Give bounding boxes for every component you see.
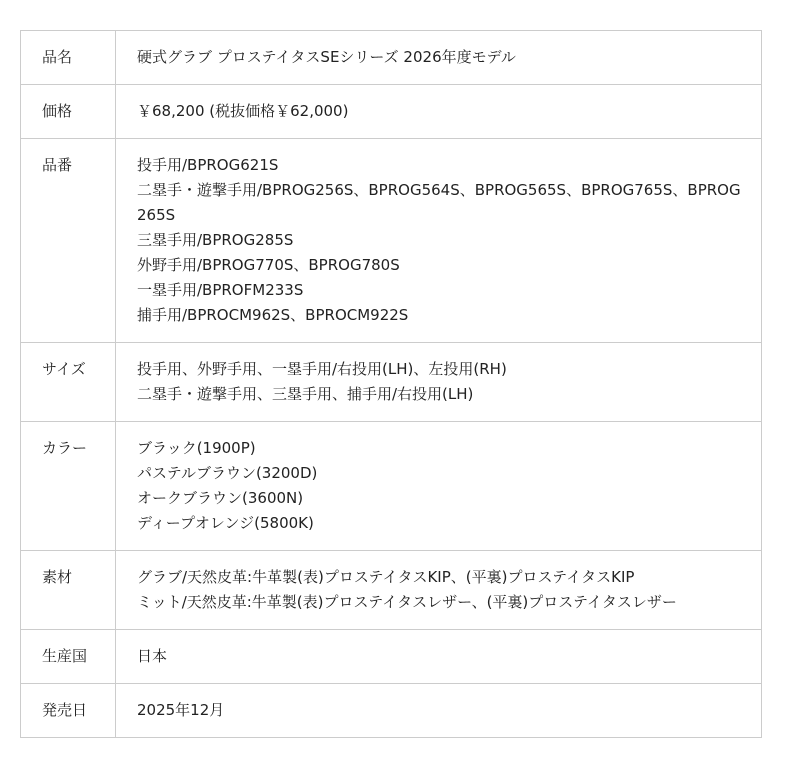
spec-value-line: 硬式グラブ プロステイタスSEシリーズ 2026年度モデル: [137, 48, 516, 66]
spec-value-line: 三塁手用/BPROG285S: [137, 231, 294, 249]
spec-label: 発売日: [21, 684, 116, 738]
spec-value-line: ディープオレンジ(5800K): [137, 514, 314, 532]
spec-value-line: オークブラウン(3600N): [137, 489, 304, 507]
spec-row-country-of-origin: [21, 630, 762, 684]
spec-value: [116, 684, 762, 738]
spec-value: [116, 422, 762, 551]
spec-value-line: ブラック(1900P): [137, 439, 256, 457]
product-spec-table: [20, 30, 762, 738]
spec-value-line: 捕手用/BPROCM962S、BPROCM922S: [137, 306, 409, 324]
spec-value: [116, 139, 762, 343]
spec-value-line: ￥68,200 (税抜価格￥62,000): [137, 102, 349, 120]
spec-value: [116, 31, 762, 85]
spec-label: カラー: [21, 422, 116, 551]
spec-row-item-number: [21, 139, 762, 343]
spec-row-material: [21, 551, 762, 630]
spec-label: サイズ: [21, 343, 116, 422]
spec-value-line: 二塁手・遊撃手用、三塁手用、捕手用/右投用(LH): [137, 385, 474, 403]
spec-row-release-date: [21, 684, 762, 738]
spec-row-product-name: [21, 31, 762, 85]
spec-value-line: 投手用、外野手用、一塁手用/右投用(LH)、左投用(RH): [137, 360, 507, 378]
spec-value: [116, 630, 762, 684]
spec-value: [116, 343, 762, 422]
spec-row-color: [21, 422, 762, 551]
spec-value-line: パステルブラウン(3200D): [137, 464, 318, 482]
spec-value-line: 投手用/BPROG621S: [137, 156, 279, 174]
spec-value-line: 二塁手・遊撃手用/BPROG256S、BPROG564S、BPROG565S、BPROG765S、BPROG265S: [137, 181, 741, 224]
spec-value-line: グラブ/天然皮革:牛革製(表)プロステイタスKIP、(平裏)プロステイタスKIP: [137, 568, 635, 586]
spec-label: 価格: [21, 85, 116, 139]
spec-value-line: 日本: [137, 647, 168, 665]
spec-value-line: 2025年12月: [137, 701, 225, 719]
spec-row-price: [21, 85, 762, 139]
spec-value-line: 一塁手用/BPROFM233S: [137, 281, 304, 299]
spec-label: 品名: [21, 31, 116, 85]
spec-label: 素材: [21, 551, 116, 630]
spec-value-line: ミット/天然皮革:牛革製(表)プロステイタスレザー、(平裏)プロステイタスレザー: [137, 593, 677, 611]
spec-label: 生産国: [21, 630, 116, 684]
spec-value: [116, 85, 762, 139]
spec-value: [116, 551, 762, 630]
spec-row-size: [21, 343, 762, 422]
spec-value-line: 外野手用/BPROG770S、BPROG780S: [137, 256, 400, 274]
spec-label: 品番: [21, 139, 116, 343]
